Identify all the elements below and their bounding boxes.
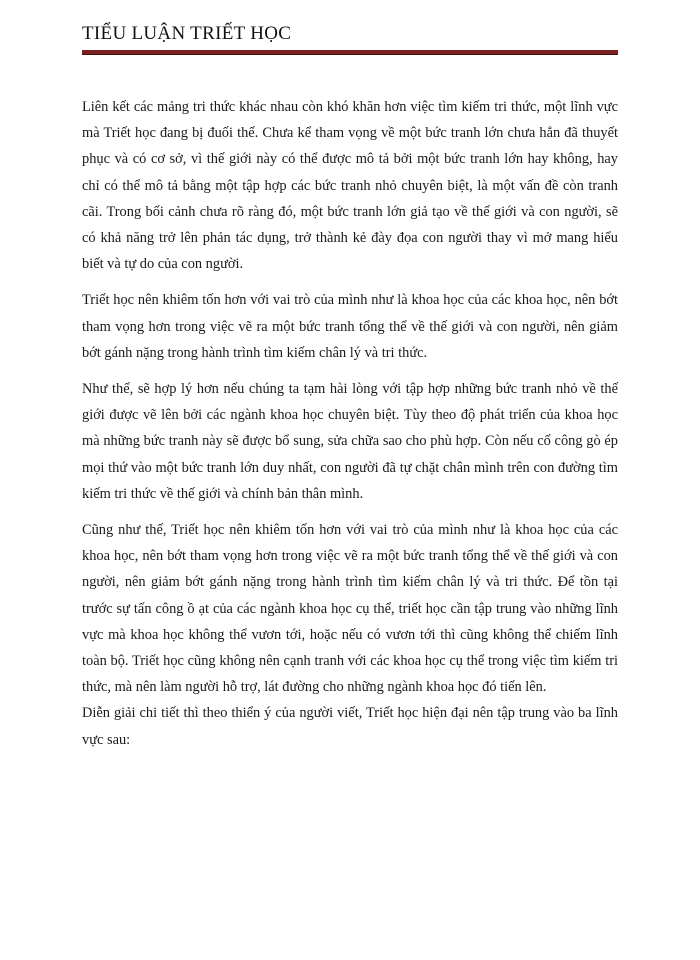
paragraph-2: Triết học nên khiêm tốn hơn với vai trò của mình như là khoa học của các khoa học, nên bớt tham vọng hơn trong việc vẽ ra một bức tranh tổng thể về thế giới và con người, nên giảm bớt gánh nặng trong hành trình tìm kiếm chân lý và tri thức.: [82, 292, 618, 361]
header-title: TIỂU LUẬN TRIẾT HỌC: [82, 23, 292, 44]
page-header: [82, 22, 618, 55]
paragraph-1: Liên kết các mảng tri thức khác nhau còn khó khăn hơn việc tìm kiếm tri thức, một lĩnh vực mà Triết học đang bị đuối thế. Chưa kể tham vọng về một bức tranh lớn chưa hẳn đã thuyết phục và có cơ sở, vì thế giới này có thể được mô tả bởi một bức tranh lớn hay không, hay chỉ có thể mô tả bằng một tập hợp các bức tranh nhỏ chuyên biệt, là một vấn đề còn tranh cãi. Trong bối cảnh chưa rõ ràng đó, một bức tranh lớn giả tạo về thế giới và con người, sẽ có khả năng trở lên phản tác dụng, trở thành kẻ đày đọa con người thay vì mở mang hiểu biết và tự do của con người.: [82, 99, 618, 273]
header-rule: [82, 50, 618, 55]
paragraph-4: Cũng như thế, Triết học nên khiêm tốn hơn với vai trò của mình như là khoa học của các khoa học, nên bớt tham vọng hơn trong việc vẽ ra một bức tranh tổng thể về thế giới và con người, nên giảm bớt gánh nặng trong hành trình tìm kiếm chân lý và tri thức. Để tồn tại trước sự tấn công ồ ạt của các ngành khoa học cụ thể, triết học cần tập trung vào những lĩnh vực mà khoa học không thể vươn tới, hoặc nếu có vươn tới thì cũng không thể chiếm lĩnh toàn bộ. Triết học cũng không nên cạnh tranh với các khoa học cụ thể trong việc tìm kiếm tri thức, mà nên làm người hỗ trợ, lát đường cho những ngành khoa học đó tiến lên.: [82, 522, 618, 696]
paragraph-5: Diễn giải chi tiết thì theo thiển ý của người viết, Triết học hiện đại nên tập trung vào ba lĩnh vực sau:: [82, 705, 618, 748]
paragraph-3: Như thế, sẽ hợp lý hơn nếu chúng ta tạm hài lòng với tập hợp những bức tranh nhỏ về thế giới được vẽ lên bởi các ngành khoa học chuyên biệt. Tùy theo độ phát triển của khoa học mà những bức tranh này sẽ được bổ sung, sửa chữa sao cho phù hợp. Còn nếu cố công gò ép mọi thứ vào một bức tranh lớn duy nhất, con người đã tự chặt chân mình trên con đường tìm kiếm tri thức về thế giới và chính bản thân mình.: [82, 381, 618, 502]
document-body: [82, 94, 618, 753]
